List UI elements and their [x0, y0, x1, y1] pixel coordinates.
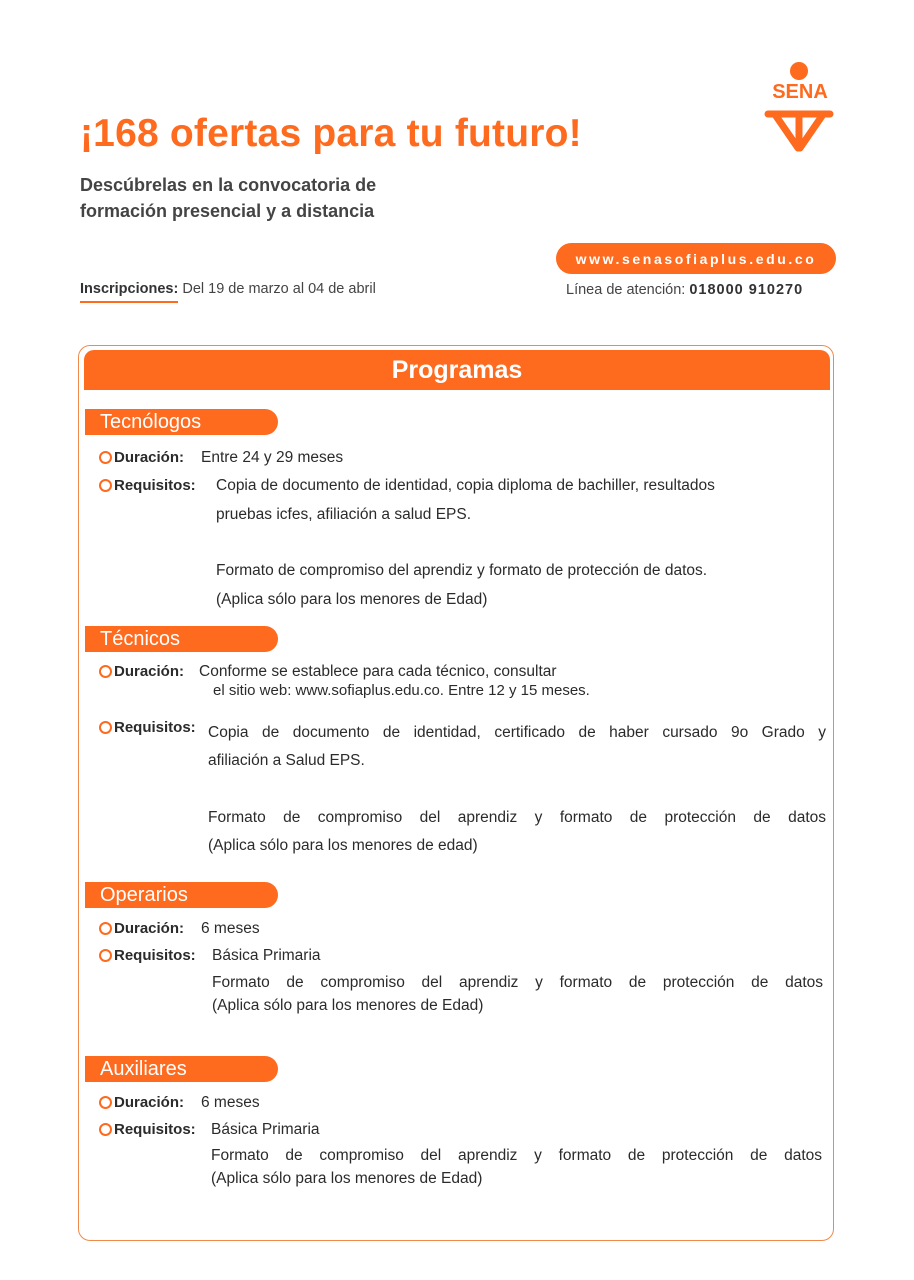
auxiliares-req-line-1: Formato de compromiso del aprendiz y formato de protección de datos	[211, 1147, 822, 1164]
bullet-icon	[99, 665, 112, 678]
tecnologos-duration-label: Duración:	[114, 449, 185, 466]
sena-logo	[752, 56, 848, 152]
category-operarios: Operarios	[85, 882, 278, 908]
operarios-req-line-2: (Aplica sólo para los menores de Edad)	[212, 997, 484, 1014]
bullet-icon	[99, 479, 112, 492]
tecnologos-duration: Entre 24 y 29 meses	[201, 449, 344, 466]
bullet-icon	[99, 721, 112, 734]
tecnologos-req-line-4: (Aplica sólo para los menores de Edad)	[216, 591, 488, 608]
tecnicos-duration-label: Duración:	[114, 663, 185, 680]
tecnicos-req-line-4: (Aplica sólo para los menores de edad)	[208, 837, 478, 854]
hotline-label: Línea de atención:	[566, 282, 686, 298]
operarios-requirements: Básica Primaria	[212, 947, 321, 964]
inscriptions-label: Inscripciones:	[80, 281, 179, 297]
bullet-icon	[99, 1123, 112, 1136]
tecnologos-requirements-label: Requisitos:	[114, 477, 196, 494]
hotline-number: 018000 910270	[689, 282, 804, 298]
tecnicos-req-line-3: Formato de compromiso del aprendiz y formato de protección de datos	[208, 809, 826, 826]
hotline-info	[566, 282, 803, 298]
subhead-line-2: formación presencial y a distancia	[80, 201, 375, 221]
bullet-icon	[99, 1096, 112, 1109]
tecnologos-req-line-1: Copia de documento de identidad, copia diploma de bachiller, resultados	[216, 477, 715, 494]
auxiliares-duration-label: Duración:	[114, 1094, 185, 1111]
website-link[interactable]: www.senasofiaplus.edu.co	[556, 243, 836, 274]
category-tecnologos: Tecnólogos	[85, 409, 278, 435]
bullet-icon	[99, 922, 112, 935]
category-tecnicos: Técnicos	[85, 626, 278, 652]
subheadline	[80, 172, 500, 224]
operarios-duration-label: Duración:	[114, 920, 185, 937]
auxiliares-req-line-2: (Aplica sólo para los menores de Edad)	[211, 1170, 483, 1187]
inscriptions-underline	[80, 301, 178, 303]
tecnologos-req-line-3: Formato de compromiso del aprendiz y formato de protección de datos.	[216, 562, 708, 579]
bullet-icon	[99, 949, 112, 962]
programs-title: Programas	[84, 350, 830, 390]
sena-logo-text: SENA	[772, 81, 828, 103]
auxiliares-duration: 6 meses	[201, 1094, 260, 1111]
auxiliares-requirements: Básica Primaria	[211, 1121, 320, 1138]
tecnicos-duration-line-1: Conforme se establece para cada técnico, consultar	[199, 663, 557, 680]
tecnicos-req-line-1: Copia de documento de identidad, certificado de haber cursado 9o Grado y	[208, 724, 826, 741]
operarios-req-line-1: Formato de compromiso del aprendiz y formato de protección de datos	[212, 974, 823, 991]
headline: ¡168 ofertas para tu futuro!	[80, 112, 582, 155]
tecnologos-req-line-2: pruebas icfes, afiliación a salud EPS.	[216, 506, 472, 523]
operarios-duration: 6 meses	[201, 920, 260, 937]
subhead-line-1: Descúbrelas en la convocatoria de	[80, 175, 377, 195]
tecnicos-req-line-2: afiliación a Salud EPS.	[208, 752, 365, 769]
inscriptions-info	[80, 281, 376, 297]
auxiliares-requirements-label: Requisitos:	[114, 1121, 196, 1138]
operarios-requirements-label: Requisitos:	[114, 947, 196, 964]
bullet-icon	[99, 451, 112, 464]
tecnicos-requirements-label: Requisitos:	[114, 719, 196, 736]
inscriptions-dates: Del 19 de marzo al 04 de abril	[182, 281, 376, 297]
category-auxiliares: Auxiliares	[85, 1056, 278, 1082]
tecnicos-duration-line-2: el sitio web: www.sofiaplus.edu.co. Entre 12 y 15 meses.	[213, 682, 590, 699]
